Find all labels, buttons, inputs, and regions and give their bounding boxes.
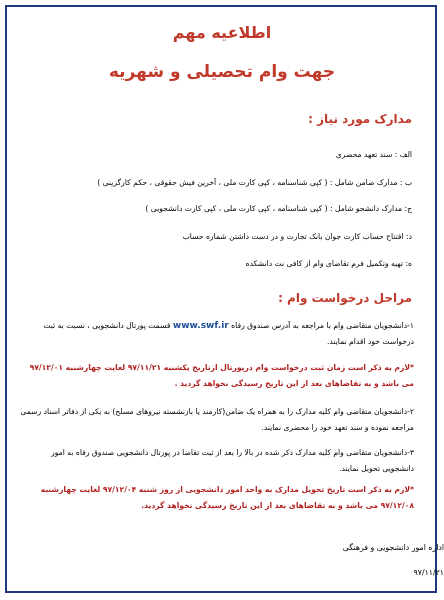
document-item: ب : مدارک ضامن شامل : ( کپی شناسنامه ، کپی کارت ملی ، آخرین فیش حقوقی ، حکم کارگزینی ): [97, 178, 412, 187]
issue-date: ۹۷/۱۱/۲۱: [413, 568, 444, 577]
document-item: الف : سند تعهد محضری: [335, 150, 412, 159]
step-1-text-start: ۱-دانشجویان متقاضی وام با مراجعه به آدرس صندوق رفاه: [231, 321, 414, 330]
steps-heading: مراحل درخواست وام :: [278, 291, 412, 305]
document-item: د: افتتاح حساب کارت جوان بانک تجارت و در دست داشتن شماره حساب: [182, 232, 412, 241]
note-registration-dates: *لازم به ذکر است زمان ثبت درخواست وام درپورتال ازتاریخ یکشنبه ۹۷/۱۱/۲۱ لغایت چهارشنبه ۹۷/۱۲/۰۱ می باشد و به تقاضاهای بعد از این تاریخ رسیدگی نخواهد گردید .: [29, 363, 414, 388]
step-1-text-end: قسمت پورتال دانشجویی ، نسبت به ثبت درخواست خود اقدام نمایند.: [43, 321, 414, 346]
step-2: ۲-دانشجویان متقاضی وام کلیه مدارک را به همراه یک ضامن(کارمند یا بازنشسته نیروهای مسلح) به یکی از دفاتر اسناد رسمی مراجعه نموده و سند تعهد خود را محضری نمایند.: [20, 407, 414, 432]
document-item: ج: مدارک دانشجو شامل : ( کپی شناسنامه ، کپی کارت ملی ، کپی کارت دانشجویی ): [145, 204, 412, 213]
issuing-office: اداره امور دانشجویی و فرهنگی: [342, 543, 444, 552]
page-title: اطلاعیه مهم: [172, 23, 272, 42]
swf-link[interactable]: www.swf.ir: [172, 321, 229, 331]
document-item: ه: تهیه وتکمیل فرم تقاضای وام از کافی نت دانشکده: [245, 259, 412, 268]
note-delivery-dates: *لازم به ذکر است تاریخ تحویل مدارک به واحد امور دانشجویی از روز شنبه ۹۷/۱۲/۰۴ لغایت چهارشنبه ۹۷/۱۲/۰۸ می باشد و به تقاضاهای بعد از این تاریخ رسیدگی نخواهد گردید.: [40, 485, 414, 510]
page-subtitle: جهت وام تحصیلی و شهریه: [108, 62, 336, 82]
step-1: [18, 318, 414, 350]
step-3: ۳-دانشجویان متقاضی وام کلیه مدارک ذکر شده در بالا را بعد از ثبت تقاضا در پورتال دانشجویی صندوق رفاه به امور دانشجویی تحویل نمایند.: [51, 448, 414, 473]
documents-heading: مدارک مورد نیاز :: [308, 112, 412, 126]
